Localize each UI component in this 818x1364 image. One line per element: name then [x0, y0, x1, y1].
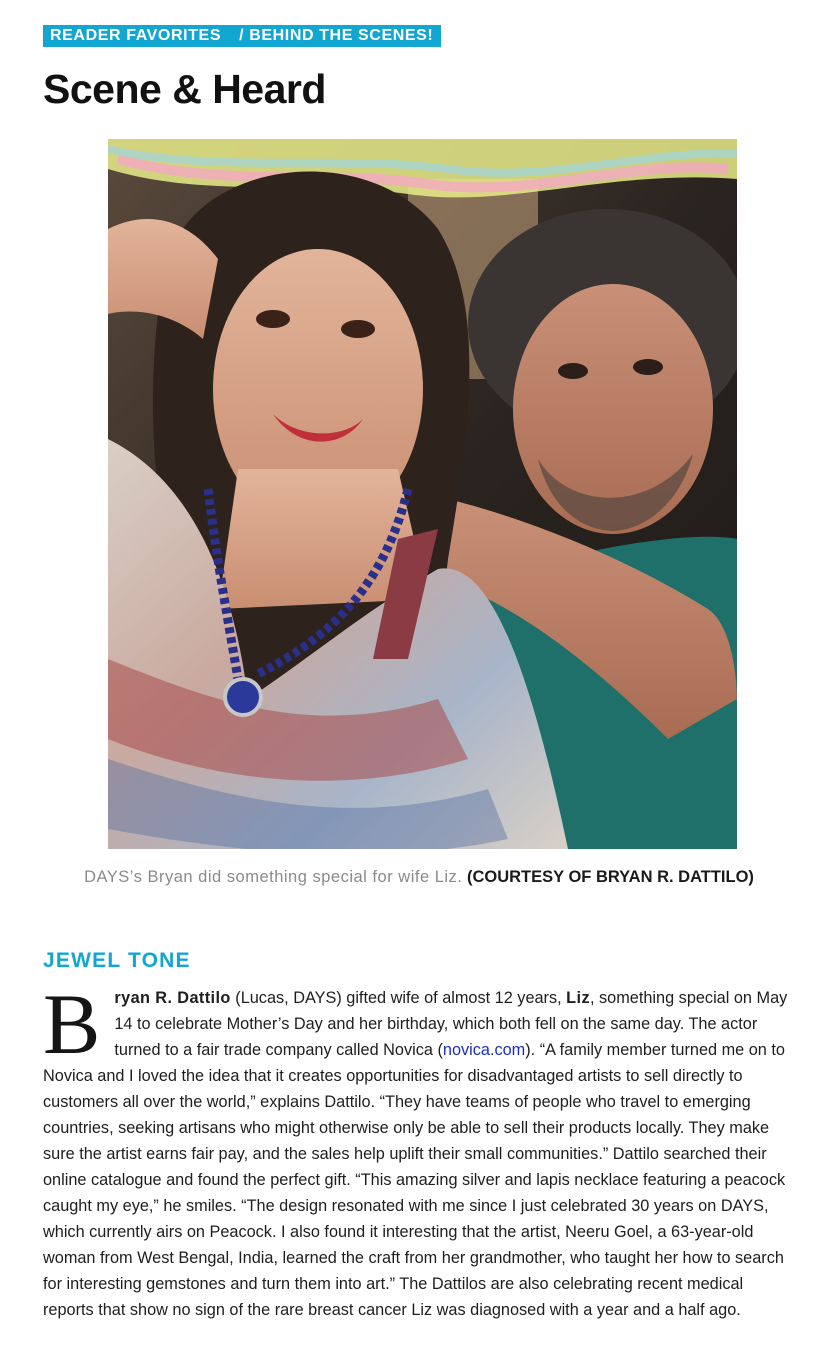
second-name: Liz [566, 989, 590, 1007]
section-label: READER FAVORITES [50, 27, 222, 44]
caption-text: DAYS’s Bryan did something special for wife Liz. [84, 868, 463, 886]
photo-caption [60, 866, 778, 888]
page-title: Scene & Heard [43, 66, 326, 112]
body-segment-2: , something special on May 14 to celebrate Mother’s Day and her birthday, which both fell on the same day. The actor turned to a fair trade company called Novica ( [114, 989, 788, 1059]
section-tag-bar [43, 25, 441, 47]
article-body [43, 976, 795, 1323]
lead-name: ryan R. Dattilo [114, 989, 231, 1007]
article-heading: JEWEL TONE [43, 949, 191, 972]
body-segment-1: (Lucas, DAYS) gifted wife of almost 12 years, [230, 989, 567, 1007]
drop-cap: B [43, 976, 101, 1072]
body-segment-3: ). “A family member turned me on to Novica and I loved the idea that it creates opportunities for disadvantaged artists to sell directly to customers all over the world,” explains Dattilo. “They have teams of people who travel to emerging countries, seeking artisans who might otherwise only be able to sell their products locally. They make sure the artist earns fair pay, and the sales help uplift their small communities.” Dattilo searched their online catalogue and found the perfect gift. “This amazing silver and lapis necklace featuring a peacock caught my eye,” he smiles. “The design resonated with me since I just celebrated 30 years on DAYS, which currently airs on Peacock. I also found it interesting that the artist, Neeru Goel, a 63-year-old woman from West Bengal, India, learned the craft from her grandmother, who taught her how to search for interesting gemstones and turn them into art.” The Dattilos are also celebrating recent medical reports that show no sign of the rare breast cancer Liz was diagnosed with a year and a half ago. [43, 1041, 786, 1319]
article-paragraph [43, 976, 795, 1323]
article-photo [108, 139, 737, 849]
subsection-label: / BEHIND THE SCENES! [239, 27, 434, 44]
caption-credit: (COURTESY OF BRYAN R. DATTILO) [466, 868, 754, 886]
novica-link[interactable]: novica.com [442, 1041, 526, 1059]
